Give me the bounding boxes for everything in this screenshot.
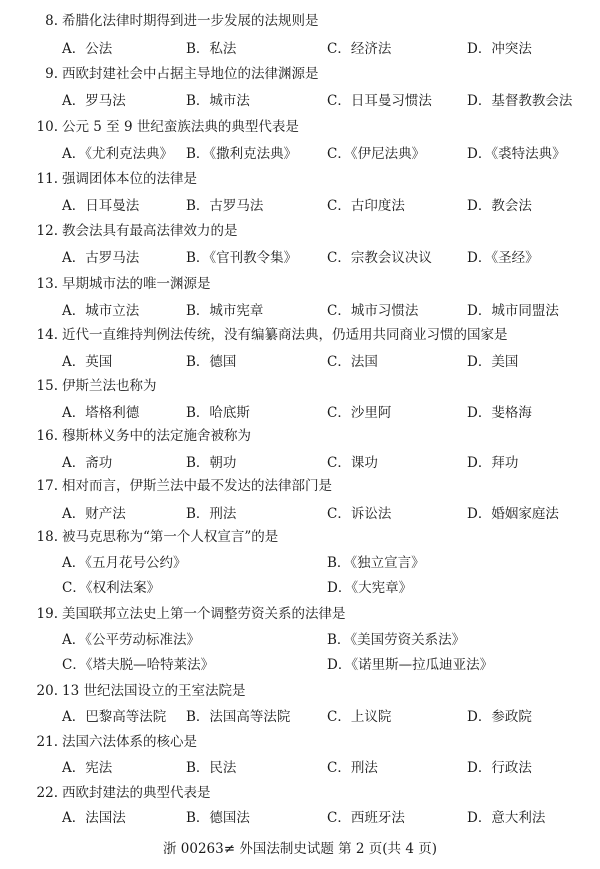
option-a: A．法国法 (62, 810, 126, 826)
option-d: D．《裘特法典》 (467, 146, 566, 162)
option-b: B．城市法 (186, 93, 250, 109)
question-stem: 希腊化法律时期得到进一步发展的法规则是 (62, 13, 319, 29)
option-b: B．民法 (186, 760, 237, 776)
option-c: C．课功 (327, 455, 378, 471)
option-a: A．公法 (62, 41, 113, 57)
option-d: D．教会法 (467, 198, 532, 214)
option-c: C．刑法 (327, 760, 378, 776)
option-d: D．斐格海 (467, 405, 532, 421)
question-stem: 法国六法体系的核心是 (62, 734, 197, 750)
question-stem: 近代一直维持判例法传统，没有编纂商法典，仍适用共同商业习惯的国家是 (62, 327, 508, 343)
option-a: A．日耳曼法 (62, 198, 140, 214)
option-b: B．《撒利克法典》 (186, 146, 298, 162)
option-b: B．德国 (186, 354, 237, 370)
option-a: A．《尤利克法典》 (62, 146, 173, 162)
option-a: A．英国 (62, 354, 113, 370)
option-a: A．巴黎高等法院 (62, 709, 167, 725)
option-c: C．城市习惯法 (327, 303, 419, 319)
question-number: 11. (36, 171, 58, 187)
option-d: D．美国 (467, 354, 519, 370)
question-number: 22. (36, 785, 58, 801)
question-number: 17. (36, 478, 58, 494)
question-stem: 伊斯兰法也称为 (62, 378, 157, 394)
question-number: 19. (36, 606, 58, 622)
option-b: B．朝功 (186, 455, 237, 471)
question-stem: 强调团体本位的法律是 (62, 171, 197, 187)
option-b: B．刑法 (186, 506, 237, 522)
option-d: D．《圣经》 (467, 250, 539, 266)
question-stem: 美国联邦立法史上第一个调整劳资关系的法律是 (62, 606, 346, 622)
option-b: B．私法 (186, 41, 237, 57)
option-a: A．城市立法 (62, 303, 140, 319)
option-b: B．古罗马法 (186, 198, 264, 214)
option-c: C．经济法 (327, 41, 392, 57)
page-footer: 浙 00263≠ 外国法制史试题 第 2 页(共 4 页) (162, 841, 437, 857)
option-b: B．城市宪章 (186, 303, 264, 319)
question-stem: 教会法具有最高法律效力的是 (62, 223, 238, 239)
option-c: C．《伊尼法典》 (327, 146, 426, 162)
question-number: 10. (36, 119, 58, 135)
question-number: 18. (36, 529, 58, 545)
option-d: D．《大宪章》 (327, 580, 413, 596)
question-number: 13. (36, 276, 58, 292)
question-stem: 穆斯林义务中的法定施舍被称为 (62, 428, 251, 444)
option-b: B．《官刊教令集》 (186, 250, 298, 266)
question-stem: 被马克思称为“第一个人权宣言”的是 (62, 529, 279, 545)
option-b: B．《独立宣言》 (327, 555, 425, 571)
option-c: C．宗教会议决议 (327, 250, 432, 266)
question-stem: 西欧封建社会中占据主导地位的法律渊源是 (62, 66, 319, 82)
question-number: 9. (45, 66, 58, 82)
question-number: 8. (45, 13, 58, 29)
question-stem: 公元 5 至 9 世纪蛮族法典的典型代表是 (62, 119, 299, 135)
option-c: C．西班牙法 (327, 810, 405, 826)
option-c: C．诉讼法 (327, 506, 392, 522)
option-a: A．财产法 (62, 506, 126, 522)
option-a: A．《公平劳动标准法》 (62, 632, 200, 648)
option-c: C．《塔夫脱—哈特莱法》 (62, 657, 215, 673)
option-a: A．斋功 (62, 455, 113, 471)
option-d: D．基督教教会法 (467, 93, 573, 109)
option-a: A．宪法 (62, 760, 113, 776)
question-number: 16. (36, 428, 58, 444)
option-d: D．参政院 (467, 709, 532, 725)
question-stem: 13 世纪法国设立的王室法院是 (62, 683, 246, 699)
option-c: C．上议院 (327, 709, 392, 725)
question-number: 20. (36, 683, 58, 699)
option-a: A．塔格利德 (62, 405, 140, 421)
option-a: A．罗马法 (62, 93, 126, 109)
question-stem: 相对而言，伊斯兰法中最不发达的法律部门是 (62, 478, 332, 494)
option-c: C．古印度法 (327, 198, 405, 214)
option-d: D．婚姻家庭法 (467, 506, 559, 522)
option-d: D．行政法 (467, 760, 532, 776)
option-b: B．哈底斯 (186, 405, 250, 421)
option-d: D．城市同盟法 (467, 303, 559, 319)
option-b: B．法国高等法院 (186, 709, 291, 725)
question-number: 14. (36, 327, 58, 343)
option-c: C．沙里阿 (327, 405, 392, 421)
question-stem: 西欧封建法的典型代表是 (62, 785, 211, 801)
option-b: B．《美国劳资关系法》 (327, 632, 466, 648)
option-c: C．日耳曼习惯法 (327, 93, 432, 109)
question-number: 21. (36, 734, 58, 750)
question-number: 12. (36, 223, 58, 239)
option-a: A．古罗马法 (62, 250, 140, 266)
option-d: D．意大利法 (467, 810, 546, 826)
option-a: A．《五月花号公约》 (62, 555, 187, 571)
option-c: C．《权利法案》 (62, 580, 161, 596)
option-c: C．法国 (327, 354, 378, 370)
option-d: D．冲突法 (467, 41, 532, 57)
option-d: D．拜功 (467, 455, 519, 471)
option-b: B．德国法 (186, 810, 250, 826)
question-stem: 早期城市法的唯一渊源是 (62, 276, 211, 292)
question-number: 15. (36, 378, 58, 394)
option-d: D．《诺里斯—拉瓜迪亚法》 (327, 657, 494, 673)
